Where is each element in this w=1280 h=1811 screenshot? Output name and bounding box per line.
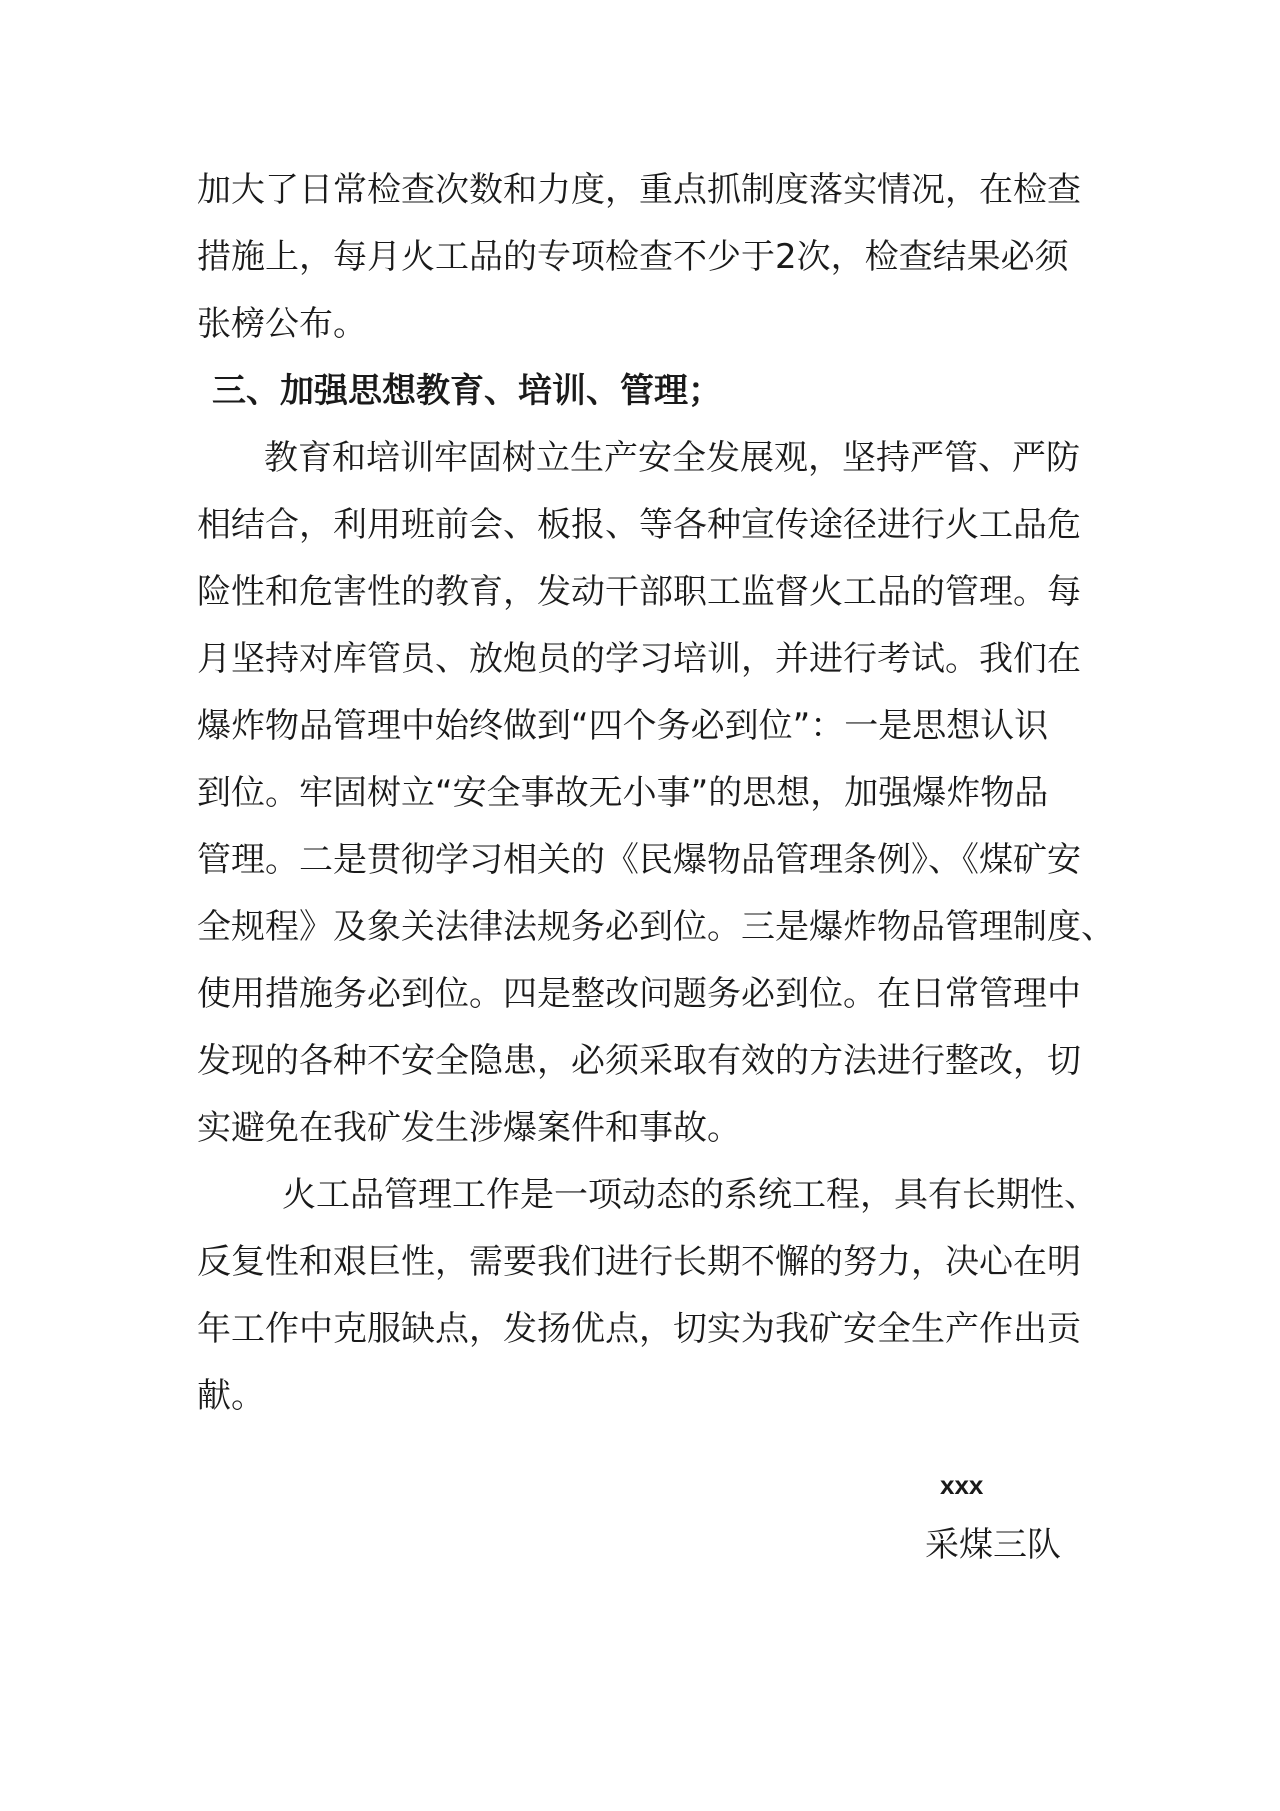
para2-line-6: 到位。牢固树立“安全事故无小事”的思想，加强爆炸物品	[197, 773, 1049, 813]
para2-line-5: 爆炸物品管理中始终做到“四个务必到位”：一是思想认识	[197, 706, 1049, 746]
para2-line-8: 全规程》及象关法律法规务必到位。三是爆炸物品管理制度、	[197, 907, 1115, 947]
para1-line-1: 加大了日常检查次数和力度，重点抓制度落实情况，在检查	[197, 170, 1081, 210]
para3-line-4: 献。	[197, 1376, 265, 1416]
para2-line-10: 发现的各种不安全隐患，必须采取有效的方法进行整改，切	[197, 1041, 1081, 1081]
para2-line-11: 实避免在我矿发生涉爆案件和事故。	[197, 1108, 741, 1148]
signature-name: xxx	[940, 1470, 984, 1500]
para3-line-1: 火工品管理工作是一项动态的系统工程，具有长期性、	[282, 1175, 1098, 1215]
para2-line-3: 险性和危害性的教育，发动干部职工监督火工品的管理。每	[197, 572, 1081, 612]
para2-line-2: 相结合，利用班前会、板报、等各种宣传途径进行火工品危	[197, 505, 1081, 545]
para1-line-3: 张榜公布。	[197, 304, 367, 344]
section-heading-3: 三、加强思想教育、培训、管理；	[212, 371, 722, 411]
para3-line-3: 年工作中克服缺点，发扬优点，切实为我矿安全生产作出贡	[197, 1309, 1081, 1349]
para2-line-9: 使用措施务必到位。四是整改问题务必到位。在日常管理中	[197, 974, 1081, 1014]
para1-line-2: 措施上，每月火工品的专项检查不少于2次，检查结果必须	[197, 237, 1069, 277]
para2-line-1: 教育和培训牢固树立生产安全发展观，坚持严管、严防	[264, 438, 1080, 478]
para2-line-7: 管理。二是贯彻学习相关的《民爆物品管理条例》、《煤矿安	[197, 840, 1081, 880]
para3-line-2: 反复性和艰巨性，需要我们进行长期不懈的努力，决心在明	[197, 1242, 1081, 1282]
signature-unit: 采煤三队	[925, 1525, 1061, 1565]
para2-line-4: 月坚持对库管员、放炮员的学习培训，并进行考试。我们在	[197, 639, 1081, 679]
